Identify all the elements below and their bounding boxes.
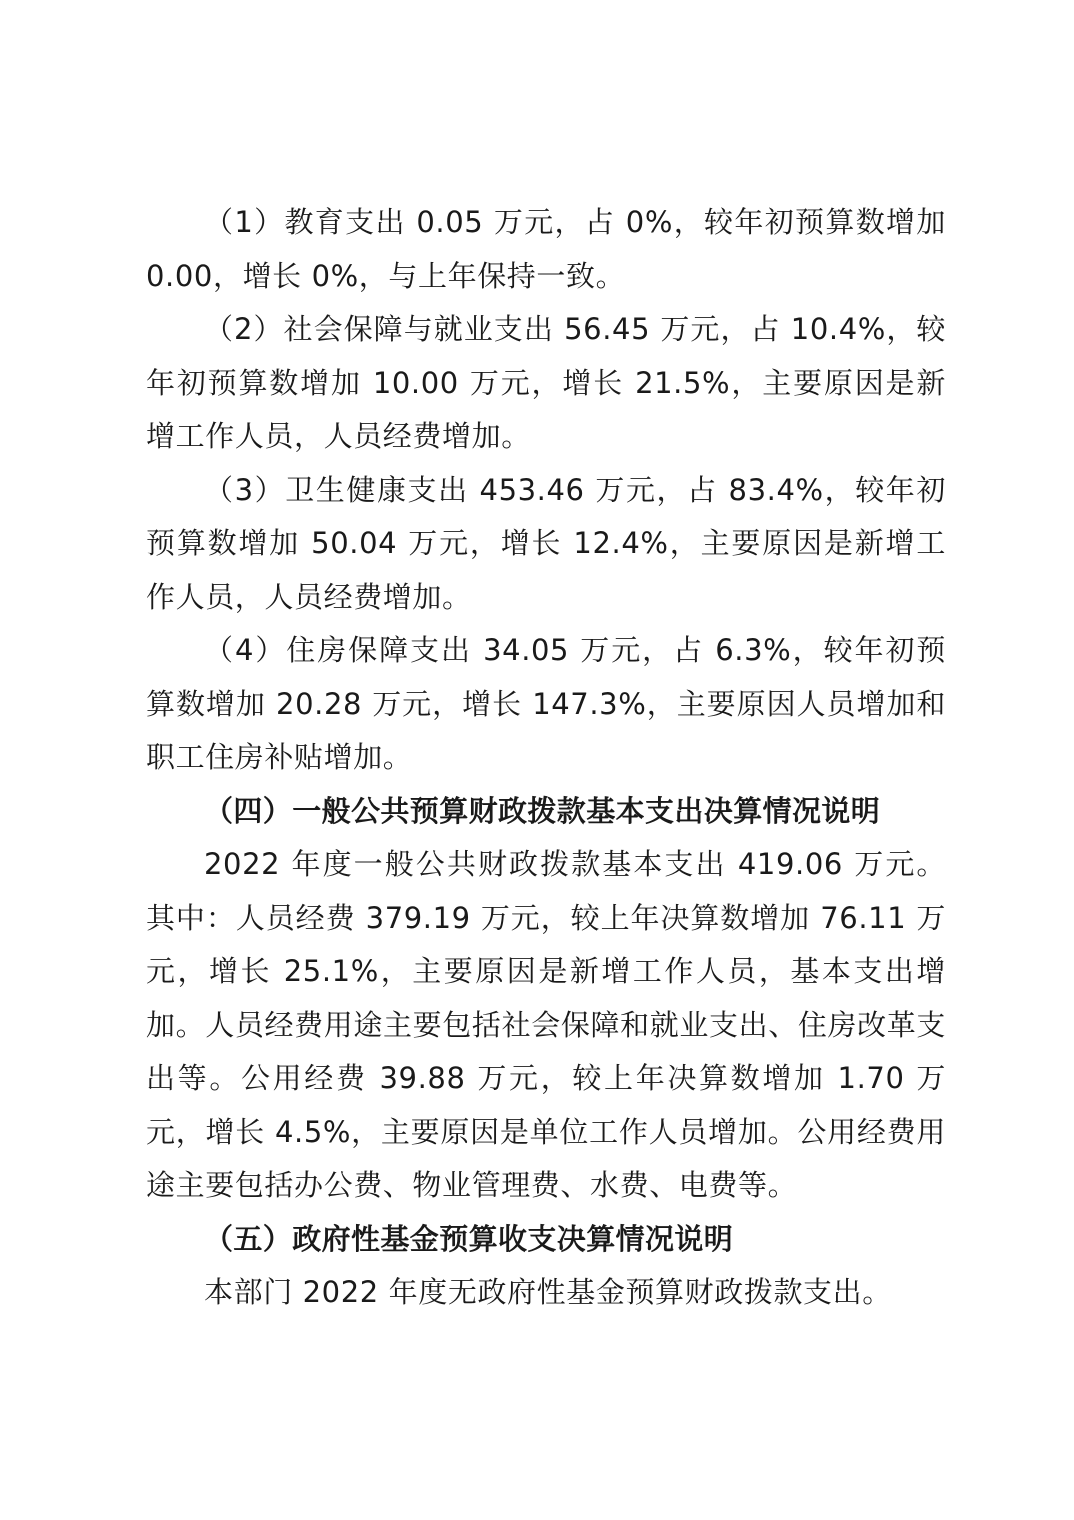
document-body bbox=[146, 196, 946, 1320]
section-heading-basic-expenditure: （四）一般公共预算财政拨款基本支出决算情况说明 bbox=[204, 793, 881, 828]
section-heading-government-fund: （五）政府性基金预算收支决算情况说明 bbox=[204, 1221, 734, 1256]
paragraph-social-security-expense: （2）社会保障与就业支出 56.45 万元，占 10.4%，较年初预算数增加 10.00 万元，增长 21.5%，主要原因是新增工作人员，人员经费增加。 bbox=[146, 312, 946, 453]
paragraph-government-fund: 本部门 2022 年度无政府性基金预算财政拨款支出。 bbox=[204, 1275, 892, 1309]
paragraph-health-expense: （3）卫生健康支出 453.46 万元，占 83.4%，较年初预算数增加 50.04 万元，增长 12.4%，主要原因是新增工作人员，人员经费增加。 bbox=[146, 472, 946, 614]
paragraph-basic-expenditure: 2022 年度一般公共财政拨款基本支出 419.06 万元。其中：人员经费 379.19 万元，较上年决算数增加 76.11 万元，增长 25.1%，主要原因是新增工作人员，基本支出增加。人员经费用途主要包括社会保障和就业支出、住房改革支出等。公用经费 39.88 万元，较上年决算数增加 1.70 万元，增长 4.5%，主要原因是单位工作人员增加。公用经费用途主要包括办公费、物业管理费、水费、电费等。 bbox=[146, 847, 946, 1202]
paragraph-housing-expense: （4）住房保障支出 34.05 万元，占 6.3%，较年初预算数增加 20.28 万元，增长 147.3%，主要原因人员增加和职工住房补贴增加。 bbox=[146, 633, 946, 774]
paragraph-education-expense: （1）教育支出 0.05 万元，占 0%，较年初预算数增加 0.00，增长 0%，与上年保持一致。 bbox=[146, 205, 946, 293]
